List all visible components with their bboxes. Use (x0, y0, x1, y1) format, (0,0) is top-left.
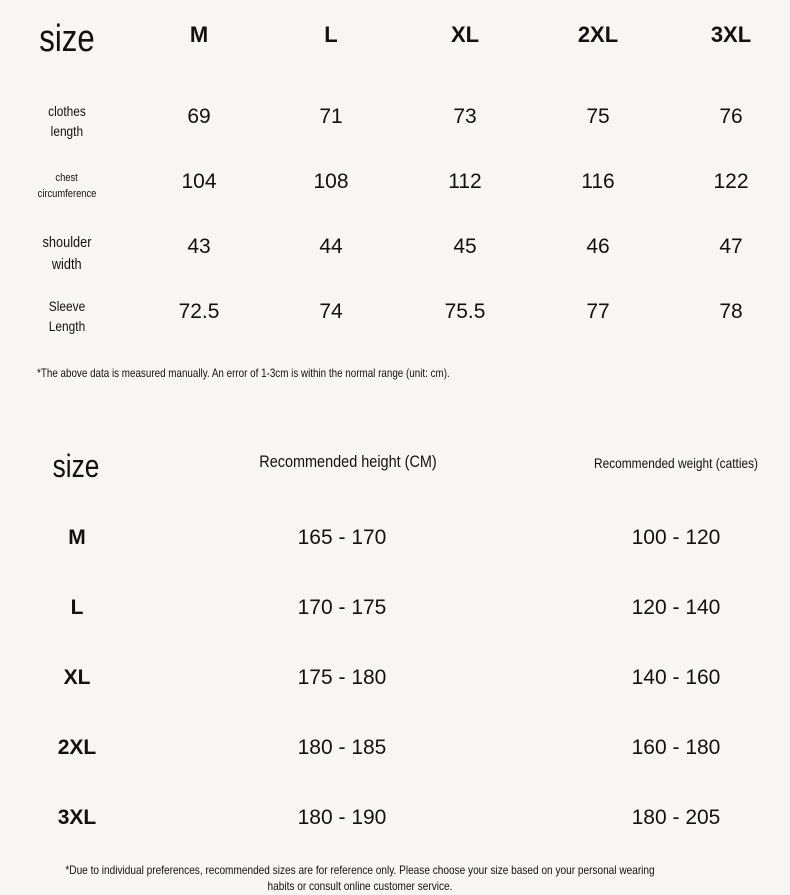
recommendation-table-title: size (52, 448, 100, 484)
height-range: 170 - 175 (297, 596, 387, 619)
size-label: 2XL (57, 736, 97, 759)
recommended-weight-header: Recommended weight (catties) (593, 455, 759, 471)
table-cell: 46 (586, 235, 610, 258)
height-range: 175 - 180 (297, 666, 387, 689)
weight-range: 120 - 140 (631, 596, 721, 619)
table-cell: 75 (586, 105, 610, 128)
size-header-3xl: 3XL (710, 22, 752, 47)
size-header-l: L (324, 22, 338, 47)
table-cell: 73 (453, 105, 477, 128)
size-label: XL (63, 666, 91, 689)
recommended-height-header: Recommended height (CM) (259, 452, 437, 471)
weight-range: 160 - 180 (631, 736, 721, 759)
size-header-2xl: 2XL (577, 22, 619, 47)
table-cell: 45 (453, 235, 477, 258)
table-cell: 78 (719, 300, 743, 323)
table-cell: 77 (586, 300, 610, 323)
recommendation-note: *Due to individual preferences, recommended sizes are for reference only. Please choose your size based on your personal wearing habits or consult online customer service. (65, 863, 655, 893)
table-cell: 112 (448, 170, 482, 193)
height-range: 180 - 185 (297, 736, 387, 759)
size-header-xl: XL (450, 22, 480, 47)
weight-range: 180 - 205 (631, 806, 721, 829)
measurement-note: *The above data is measured manually. An error of 1-3cm is within the normal range (unit: cm). (37, 366, 450, 380)
row-label-sleeve-length: Sleeve Length (48, 298, 86, 334)
table-cell: 47 (719, 235, 743, 258)
row-label-shoulder-width: shoulder width (42, 234, 92, 273)
size-table-title: size (39, 18, 95, 60)
table-cell: 71 (319, 105, 343, 128)
table-cell: 69 (187, 105, 211, 128)
weight-range: 140 - 160 (631, 666, 721, 689)
table-cell: 108 (313, 170, 349, 193)
height-range: 165 - 170 (297, 526, 387, 549)
table-cell: 116 (581, 170, 615, 193)
table-cell: 72.5 (178, 300, 220, 323)
table-cell: 122 (713, 170, 749, 193)
weight-range: 100 - 120 (631, 526, 721, 549)
table-cell: 43 (187, 235, 211, 258)
size-label: M (68, 526, 86, 549)
height-range: 180 - 190 (297, 806, 387, 829)
table-cell: 74 (319, 300, 343, 323)
size-label: L (70, 596, 84, 619)
table-cell: 76 (719, 105, 743, 128)
size-label: 3XL (57, 806, 97, 829)
row-label-clothes-length: clothes length (48, 103, 86, 139)
table-cell: 44 (319, 235, 343, 258)
table-cell: 75.5 (444, 300, 486, 323)
row-label-chest-circumference: chest circumference (37, 172, 97, 200)
table-cell: 104 (181, 170, 217, 193)
size-header-m: M (189, 22, 209, 47)
